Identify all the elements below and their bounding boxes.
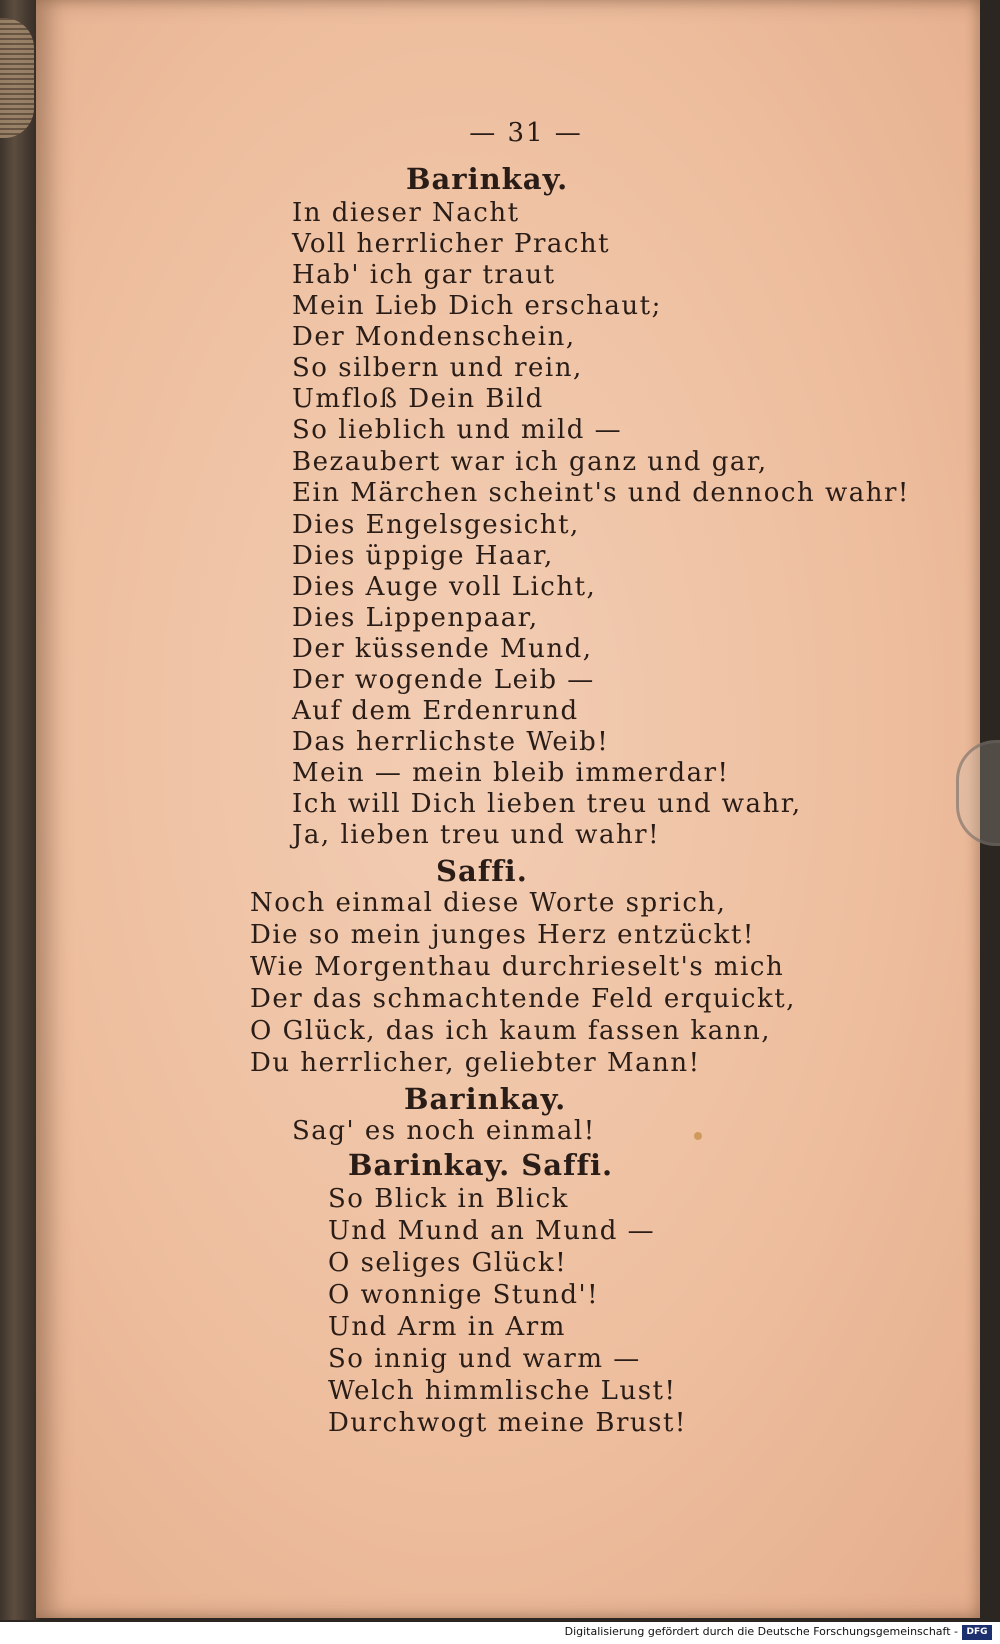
verse-line: Mein Lieb Dich erschaut; xyxy=(292,291,662,321)
speaker-heading: Saffi. xyxy=(436,854,528,888)
verse-line: Noch einmal diese Worte sprich, xyxy=(250,888,727,918)
verse-line: Du herrlicher, geliebter Mann! xyxy=(250,1048,701,1078)
verse-line: So innig und warm — xyxy=(328,1344,641,1374)
verse-line: Auf dem Erdenrund xyxy=(292,696,579,726)
digitization-footer xyxy=(0,1622,1000,1644)
verse-line: Und Arm in Arm xyxy=(328,1312,566,1342)
verse-line: Umfloß Dein Bild xyxy=(292,384,544,414)
verse-line: O wonnige Stund'! xyxy=(328,1280,600,1310)
verse-line: Dies Auge voll Licht, xyxy=(292,572,597,602)
verse-line: Der küssende Mund, xyxy=(292,634,593,664)
verse-line: So lieblich und mild — xyxy=(292,415,623,445)
verse-line: So silbern und rein, xyxy=(292,353,583,383)
verse-line: Voll herrlicher Pracht xyxy=(292,229,611,259)
speaker-heading: Barinkay. Saffi. xyxy=(348,1148,614,1182)
verse-line: Dies üppige Haar, xyxy=(292,541,554,571)
page-number: — 31 — xyxy=(469,118,583,148)
speaker-heading: Barinkay. xyxy=(406,162,569,196)
speaker-heading: Barinkay. xyxy=(404,1082,567,1116)
funding-credit: Digitalisierung gefördert durch die Deutsche Forschungsgemeinschaft - xyxy=(564,1625,958,1638)
verse-line: Durchwogt meine Brust! xyxy=(328,1408,687,1438)
verse-line: In dieser Nacht xyxy=(292,198,520,228)
verse-line: Und Mund an Mund — xyxy=(328,1216,656,1246)
verse-line: So Blick in Blick xyxy=(328,1184,569,1214)
verse-line: Dies Engelsgesicht, xyxy=(292,510,580,540)
page-stack-edge xyxy=(0,18,34,138)
verse-line: Ja, lieben treu und wahr! xyxy=(292,820,661,850)
verse-line: Der wogende Leib — xyxy=(292,665,595,695)
verse-line: Dies Lippenpaar, xyxy=(292,603,539,633)
verse-line: Bezaubert war ich ganz und gar, xyxy=(292,447,768,477)
verse-line: O Glück, das ich kaum fassen kann, xyxy=(250,1016,772,1046)
verse-line: Mein — mein bleib immerdar! xyxy=(292,758,730,788)
verse-line: Ich will Dich lieben treu und wahr, xyxy=(292,789,802,819)
verse-line: Die so mein junges Herz entzückt! xyxy=(250,920,755,950)
verse-line: Ein Märchen scheint's und dennoch wahr! xyxy=(292,478,910,508)
verse-line: Hab' ich gar traut xyxy=(292,260,556,290)
verse-line: O seliges Glück! xyxy=(328,1248,568,1278)
verse-line: Das herrlichste Weib! xyxy=(292,727,610,757)
book-spine-edge xyxy=(0,0,40,1620)
book-page xyxy=(36,0,980,1618)
verse-line: Welch himmlische Lust! xyxy=(328,1376,677,1406)
verse-line: Sag' es noch einmal! xyxy=(292,1116,596,1146)
verse-line: Der Mondenschein, xyxy=(292,322,576,352)
verse-line: Wie Morgenthau durchrieselt's mich xyxy=(250,952,785,982)
paper-speck xyxy=(694,1132,702,1140)
dfg-logo: DFG xyxy=(962,1625,992,1640)
libretto-text xyxy=(36,0,980,1618)
verse-line: Der das schmachtende Feld erquickt, xyxy=(250,984,796,1014)
